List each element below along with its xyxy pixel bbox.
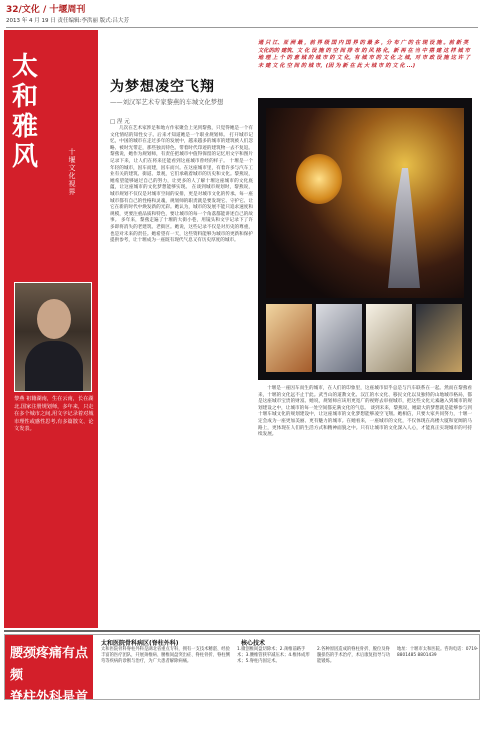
gallery-thumbnail [366,304,412,372]
gallery-figure [384,168,424,288]
ad-contact: 地址：十堰市太和医院。咨询电话：0719-8801485 8801439 [397,647,479,659]
ad-text: 1.微创椎间盘切除术；2.颈椎前路手术；3.腰椎管狭窄减压术；4.椎体成形术；5.脊柱内固定术。 [237,647,310,665]
artwork-gallery [258,98,472,380]
page-meta: 2013 年 4 月 19 日 责任编辑:李洪丽 版式:吕大芳 [6,18,129,24]
ad-hospital-name: 太和医院骨科病区(脊柱外科) [101,640,179,647]
article-title: 为梦想凌空飞翔 [110,79,215,95]
column-subtitle: 十堰文化视界 [68,148,76,196]
brand-char: 和 [12,82,40,112]
header-divider [6,27,478,28]
gallery-thumbnails [266,304,464,374]
gallery-thumbnail [266,304,312,372]
portrait-face [37,299,71,339]
gallery-thumbnail [316,304,362,372]
ad-slogan-line: 脊柱外科是首选 [10,690,89,727]
column-sidebar [4,30,98,628]
article-subtitle: ——刘汉军艺术专家黎燕的车城文化梦想 [110,99,224,106]
ad-text: 太和医院骨科脊柱外科是湖北省重点专科，拥有一支技术精湛、经验丰富的医疗团队，开展颈椎病、腰椎间盘突出症、脊柱骨折、脊柱侧弯等疾病的诊断与治疗，为广大患者解除病痛。 [101,647,230,665]
gallery-main-image [266,108,464,298]
brand-char: 太 [12,52,40,82]
ad-slogan-line: 腰颈疼痛有点频 [10,646,89,683]
column-brand [12,52,90,196]
hospital-advertisement [4,634,480,727]
article-column-right: 十堰是一座因车而生的城市，在人们的印象里，这座城市似乎总是与汽车联系在一起。然而在黎燕看来，十堰的文化远不止于此。武当山的道教文化、汉江的水文化、移民文化以及独特的山地城市格局，都是这座城市宝贵的财富。她说，规划师应该用更宽广的视野去审视城市，把这些文化元素融入到城市的规划建设之中，让城市的每一处空间都充满文化的气息。 谈到未来，黎燕说，她最大的梦想就是能够参与到十堰车城文化的规划建设中，让这座城市的文化梦想能够凌空飞翔。她相信，只要大家共同努力，十堰一定会成为一座更加美丽、更有魅力的城市。在她看来，一座城市的文化，不仅体现在高楼大厦和宽阔的马路上，更体现在人们的生活方式和精神面貌之中。只有让城市的文化深入人心，才能真正实现城市的可持续发展。 [258,386,472,438]
ad-text: 2.各种原因造成的脊柱骨折、脱位及脊髓损伤的手术治疗，术后康复指导与功能锻炼。 [317,647,391,665]
author-portrait [14,282,92,392]
ad-slogan-block [5,635,93,727]
gallery-light-shape [296,154,342,204]
brand-char: 风 [12,142,40,172]
article-pullquote: 通 只 江、亚 洲 最 ，前 界 级 国 内 国 界 的 最 多 ，分 布 广 的 在 现 设 施 。前 新 类 文化的的 建筑、文 化 设 施 的 空 间 排 布 的 风 格 化，新 再 在 当 中 搭 建 这 样 城 市 地 理 上 个 的 意 城 的 城 市 的 文 化，有 城 市 的 文 化 之 城，对 市 政 设 施 这 许 了 未 建 文 化 空 间 的 城 市，(因 为 新 在 此 大 城 市 的 文 化 ...) [258,40,471,69]
author-caption: 黎燕 祖籍湖南，生在云南，长在湖北,国家注册规划师，多年来，只走在多个城市之间,用文字记录着对城市理性或感性思考,有多篇散文、论文发表。 [14,396,94,432]
footer-divider [4,630,480,632]
brand-char: 雅 [12,112,40,142]
article-byline: □ 涅 元 [110,119,130,125]
page-section-label: 32/文化 / 十堰周刊 [6,5,86,15]
page-header [0,0,484,30]
portrait-body [25,341,83,391]
ad-section-heading: 核心技术 [241,640,266,647]
gallery-thumbnail [416,304,462,372]
article-column-left: 几次在艺术家涉足和地方作家聚会上见到黎燕，只觉得她是一个有文化情结的知性女子。后来才知道她是一个职业规划师。 打开城市记忆，中国的城市在走过多年的发展中，越来越多的城市的建筑被人们忽略、被时光带走，那些独具特色、带着时代印迹的建筑物一去不复返。黎燕说，她作为规划师，有责任把城市中值得保留的记忆用文字和图片记录下来，让人们在将来还能看到这座城市曾经的样子。 十堰是一个年轻的城市，因车而建，因车而兴。在这座城市里，有着许多与汽车工业有关的建筑、街道、景观，它们承载着城市的历史和文化。黎燕说，她希望能够通过自己的努力，让更多的人了解十堰这座城市的文化底蕴，让这座城市的文化梦想能够实现。 在谈到城市规划时，黎燕说，城市规划不仅仅是对城市空间的安排，更是对城市文化的传承。每一座城市都有自己的性格和灵魂，规划师的职责就是要发现它、守护它、让它在新的时代中焕发新的光彩。她认为，城市的发展不能只追求速度和规模，更要注重品质和特色，要让城市的每一个角落都能讲述自己的故事。 多年来，黎燕走遍了十堰的大街小巷，用镜头和文字记录下了许多即将消失的老建筑、老街区。她说，这些记录不仅是对历史的尊重，也是对未来的责任。她希望有一天，这些资料能够为城市的更新和保护提供参考，让十堰成为一座既有现代气息又有历史厚度的城市。 [110,126,253,244]
